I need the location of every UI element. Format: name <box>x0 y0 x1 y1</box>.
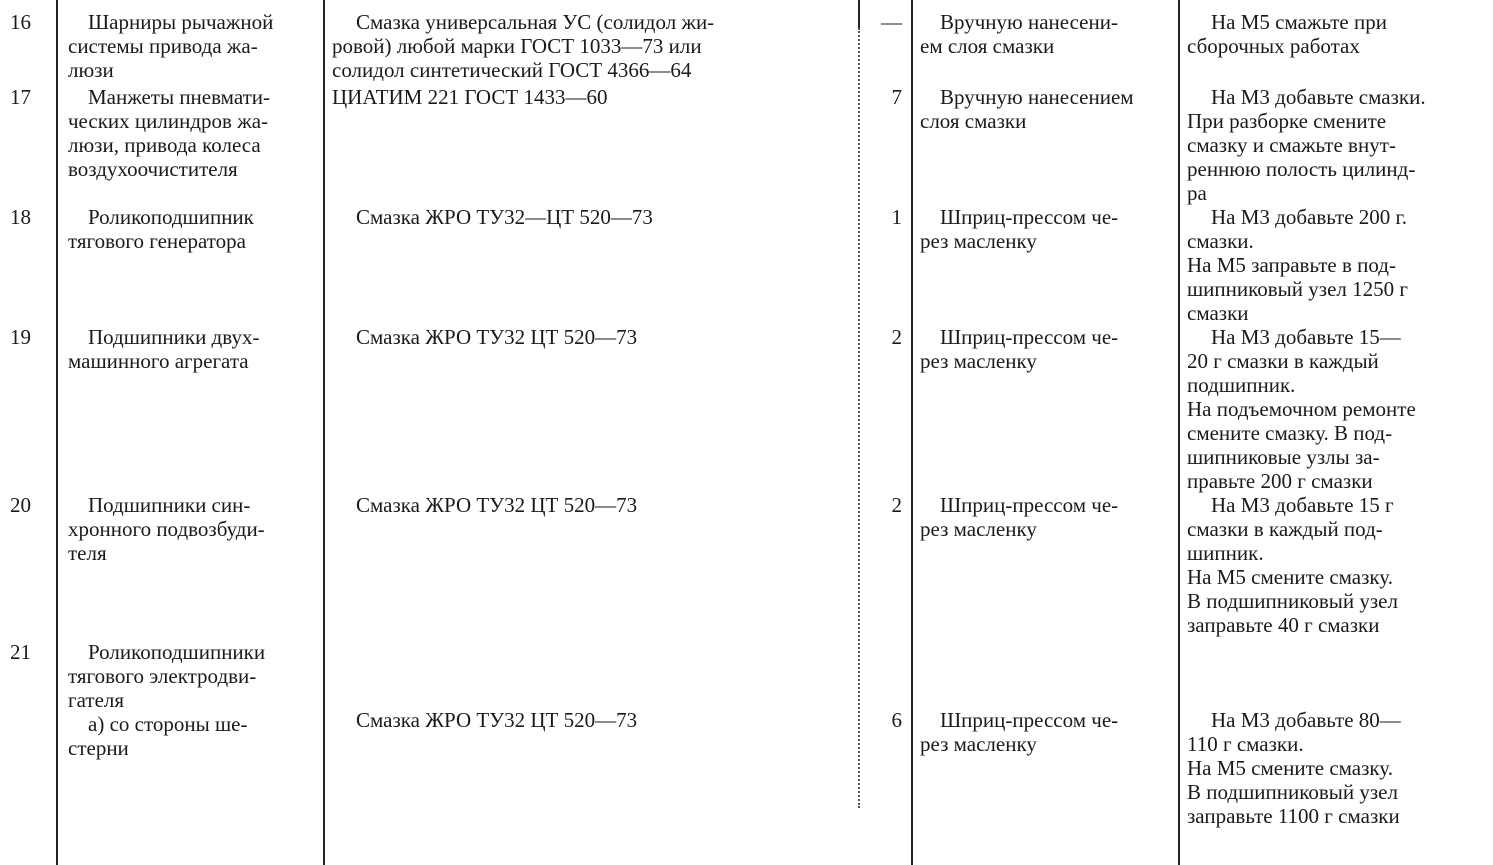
part-name-line: Манжеты пневмати- <box>88 85 271 109</box>
application-method-line: Шприц-прессом че- <box>940 708 1119 732</box>
part-name-line: тягового генератора <box>68 229 246 253</box>
instructions-line: На М3 добавьте 15 г <box>1211 493 1394 517</box>
instructions-line: На М5 смените смазку. <box>1187 565 1393 589</box>
lubricant-line: Смазка ЖРО ТУ32 ЦТ 520—73 <box>356 708 638 732</box>
column-divider-5 <box>1178 0 1180 865</box>
instructions-line: шипниковые узлы за- <box>1187 445 1380 469</box>
lubricant-line: ровой) любой марки ГОСТ 1033—73 или <box>332 34 702 58</box>
instructions-line: На М3 добавьте смазки. <box>1211 85 1426 109</box>
row-number: 16 <box>10 10 31 34</box>
row-number: 20 <box>10 493 31 517</box>
instructions-line: В подшипниковый узел <box>1187 780 1398 804</box>
instructions-line: 110 г смазки. <box>1187 732 1304 756</box>
application-method-line: Вручную нанесени- <box>940 10 1118 34</box>
instructions-line: При разборке смените <box>1187 109 1387 133</box>
part-name-line: Подшипники двух- <box>88 325 260 349</box>
part-name-line: Шарниры рычажной <box>88 10 274 34</box>
part-name-line: люзи <box>68 58 114 82</box>
lubricant-line: солидол синтетический ГОСТ 4366—64 <box>332 58 692 82</box>
part-name-line: теля <box>68 541 107 565</box>
part-name-line: ческих цилиндров жа- <box>68 109 269 133</box>
column-divider-4 <box>911 0 913 865</box>
instructions-line: На М3 добавьте 15— <box>1211 325 1401 349</box>
row-number: 17 <box>10 85 31 109</box>
instructions-line: реннюю полость цилинд- <box>1187 157 1416 181</box>
application-method-line: слоя смазки <box>920 109 1027 133</box>
part-name-line: гателя <box>68 688 125 712</box>
instructions-line: На подъемочном ремонте <box>1187 397 1416 421</box>
instructions-line: подшипник. <box>1187 373 1296 397</box>
instructions-line: На М3 добавьте 80— <box>1211 708 1401 732</box>
part-name-line: а) со стороны ше- <box>88 712 248 736</box>
part-name-line: системы привода жа- <box>68 34 258 58</box>
application-method-line: рез масленку <box>920 732 1037 756</box>
instructions-line: На М5 смажьте при <box>1211 10 1387 34</box>
column-divider-2 <box>323 0 325 865</box>
instructions-line: На М5 смените смазку. <box>1187 756 1393 780</box>
part-name-line: Роликоподшипники <box>88 640 266 664</box>
lubricant-line: Смазка универсальная УС (солидол жи- <box>356 10 715 34</box>
row-number: 21 <box>10 640 31 664</box>
lubrication-points-count: — <box>881 10 902 34</box>
instructions-line: заправьте 1100 г смазки <box>1187 804 1400 828</box>
application-method-line: рез масленку <box>920 349 1037 373</box>
instructions-line: смазку и смажьте внут- <box>1187 133 1396 157</box>
application-method-line: рез масленку <box>920 517 1037 541</box>
lubricant-line: Смазка ЖРО ТУ32 ЦТ 520—73 <box>356 325 638 349</box>
instructions-line: смазки <box>1187 301 1249 325</box>
application-method-line: рез масленку <box>920 229 1037 253</box>
instructions-line: В подшипниковый узел <box>1187 589 1398 613</box>
part-name-line: тягового электродви- <box>68 664 257 688</box>
application-method-line: Вручную нанесением <box>940 85 1134 109</box>
lubrication-points-count: 2 <box>891 325 902 349</box>
lubrication-points-count: 2 <box>891 493 902 517</box>
instructions-line: смазки в каждый под- <box>1187 517 1383 541</box>
instructions-line: 20 г смазки в каждый <box>1187 349 1379 373</box>
instructions-line: сборочных работах <box>1187 34 1360 58</box>
instructions-line: На М5 заправьте в под- <box>1187 253 1396 277</box>
lubricant-line: ЦИАТИМ 221 ГОСТ 1433—60 <box>332 85 608 109</box>
lubricant-line: Смазка ЖРО ТУ32 ЦТ 520—73 <box>356 493 638 517</box>
part-name-line: Подшипники син- <box>88 493 251 517</box>
lubrication-points-count: 1 <box>891 205 902 229</box>
instructions-line: смазки. <box>1187 229 1254 253</box>
part-name-line: Роликоподшипник <box>88 205 254 229</box>
column-divider-3-dotted <box>858 28 860 808</box>
instructions-line: заправьте 40 г смазки <box>1187 613 1380 637</box>
column-divider-1 <box>56 0 58 865</box>
lubricant-line: Смазка ЖРО ТУ32—ЦТ 520—73 <box>356 205 653 229</box>
application-method-line: ем слоя смазки <box>920 34 1055 58</box>
instructions-line: правьте 200 г смазки <box>1187 469 1373 493</box>
application-method-line: Шприц-прессом че- <box>940 205 1119 229</box>
lubrication-points-count: 6 <box>891 708 902 732</box>
part-name-line: воздухоочистителя <box>68 157 238 181</box>
row-number: 19 <box>10 325 31 349</box>
instructions-line: шипниковый узел 1250 г <box>1187 277 1408 301</box>
part-name-line: машинного агрегата <box>68 349 249 373</box>
instructions-line: На М3 добавьте 200 г. <box>1211 205 1408 229</box>
application-method-line: Шприц-прессом че- <box>940 493 1119 517</box>
application-method-line: Шприц-прессом че- <box>940 325 1119 349</box>
instructions-line: шипник. <box>1187 541 1264 565</box>
instructions-line: смените смазку. В под- <box>1187 421 1393 445</box>
row-number: 18 <box>10 205 31 229</box>
column-divider-3 <box>858 0 860 28</box>
part-name-line: хронного подвозбуди- <box>68 517 265 541</box>
instructions-line: ра <box>1187 181 1207 205</box>
lubrication-points-count: 7 <box>891 85 902 109</box>
part-name-line: стерни <box>68 736 129 760</box>
part-name-line: люзи, привода колеса <box>68 133 261 157</box>
